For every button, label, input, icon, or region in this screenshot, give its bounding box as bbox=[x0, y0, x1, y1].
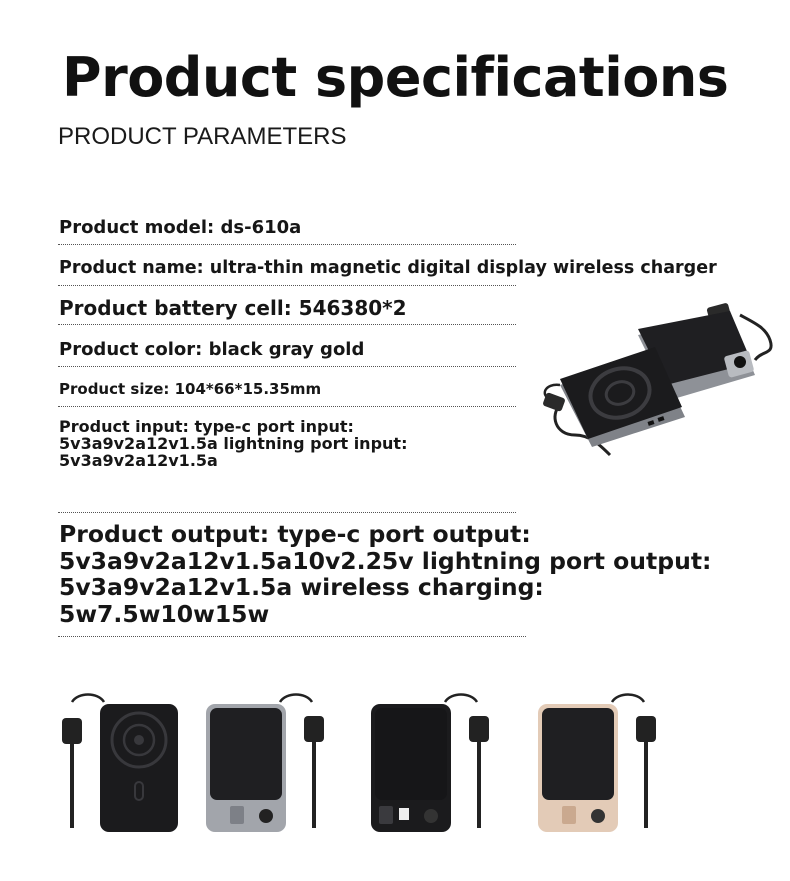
digital-display-icon bbox=[424, 809, 438, 823]
spec-input-line: 5v3a9v2a12v1.5a lightning port input: bbox=[59, 433, 408, 453]
lanyard-clip bbox=[62, 718, 82, 744]
digital-display-icon bbox=[591, 809, 605, 823]
spec-input-line: Product input: type-c port input: bbox=[59, 417, 354, 436]
digital-display-icon bbox=[259, 809, 273, 823]
divider bbox=[58, 244, 516, 245]
stand-icon bbox=[379, 806, 393, 824]
spec-output-line: 5v3a9v2a12v1.5a wireless charging: bbox=[59, 573, 544, 602]
color-variant-gray bbox=[200, 690, 340, 835]
spec-output-line: Product output: type-c port output: bbox=[59, 520, 531, 548]
stand-icon bbox=[230, 806, 244, 824]
page-subtitle: PRODUCT PARAMETERS bbox=[58, 123, 347, 150]
spec-output-line: 5w7.5w10w15w bbox=[59, 599, 270, 628]
display-window bbox=[399, 808, 409, 820]
black-charger-panel bbox=[375, 708, 447, 800]
spec-name: Product name: ultra-thin magnetic digital display wireless charger bbox=[59, 258, 717, 278]
lanyard-clip bbox=[304, 716, 324, 742]
spec-size: Product size: 104*66*15.35mm bbox=[59, 380, 322, 398]
spec-model: Product model: ds-610a bbox=[59, 217, 302, 238]
divider bbox=[58, 324, 516, 325]
color-variant-gold bbox=[532, 690, 672, 835]
page-title: Product specifications bbox=[62, 46, 729, 109]
product-hero-image bbox=[530, 295, 780, 460]
spec-color: Product color: black gray gold bbox=[59, 339, 365, 360]
spec-battery: Product battery cell: 546380*2 bbox=[59, 296, 407, 320]
lanyard-clip bbox=[636, 716, 656, 742]
divider bbox=[58, 406, 516, 407]
stand-icon bbox=[562, 806, 576, 824]
divider bbox=[58, 285, 516, 286]
color-variant-black bbox=[58, 690, 188, 835]
spec-input-line: 5v3a9v2a12v1.5a bbox=[59, 450, 218, 470]
spec-input bbox=[59, 419, 407, 469]
color-variant-black-display bbox=[365, 690, 505, 835]
lanyard-clip bbox=[469, 716, 489, 742]
gray-charger-panel bbox=[210, 708, 282, 800]
divider bbox=[58, 636, 526, 637]
divider bbox=[58, 512, 516, 513]
digital-display-icon bbox=[734, 356, 746, 368]
spec-output bbox=[59, 521, 711, 627]
divider bbox=[58, 366, 516, 367]
spec-output-line: 5v3a9v2a12v1.5a10v2.25v lightning port output: bbox=[59, 546, 712, 575]
gold-charger-panel bbox=[542, 708, 614, 800]
